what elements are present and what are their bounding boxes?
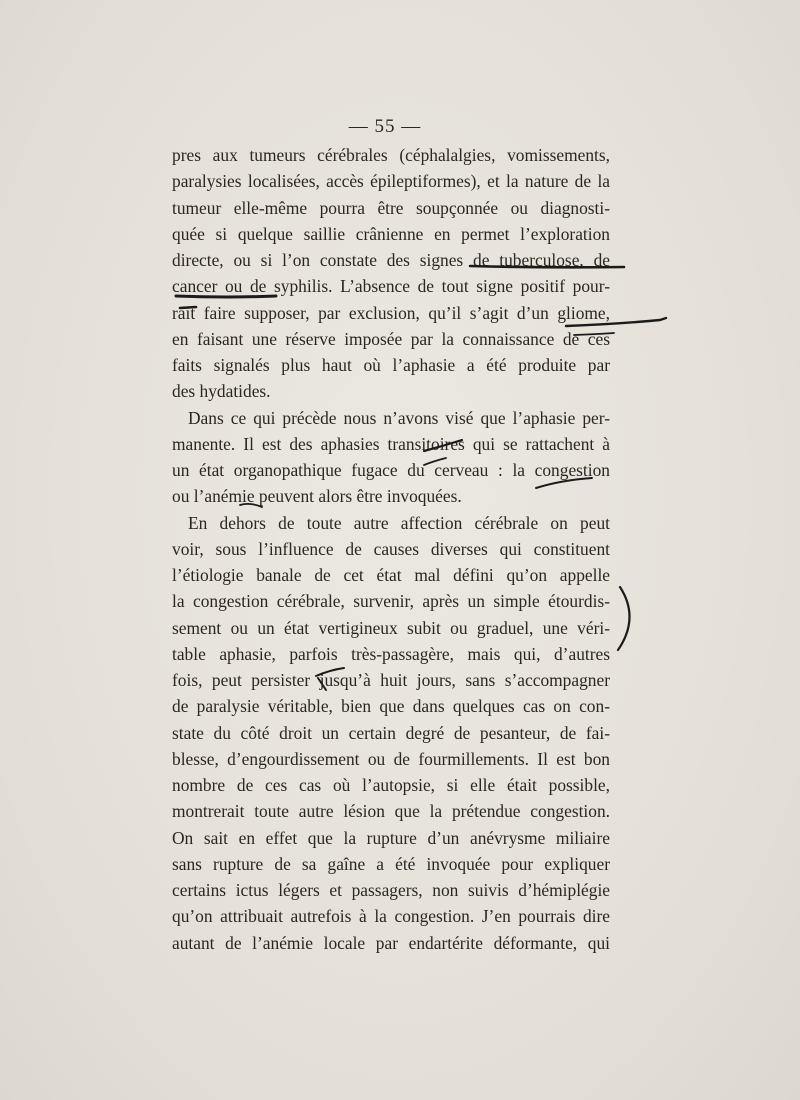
text-line: manente. Il est des aphasies transitoires qui se rattachent à bbox=[172, 433, 610, 454]
text-line: cancer ou de syphilis. L’absence de tout signe positif pour- bbox=[172, 276, 610, 297]
text-line: sans rupture de sa gaîne a été invoquée pour expliquer bbox=[172, 853, 610, 874]
text-line: Dans ce qui précède nous n’avons visé que l’aphasie per- bbox=[188, 407, 610, 428]
text-line: autant de l’anémie locale par endartérite déformante, qui bbox=[172, 932, 610, 953]
text-line: un état organopathique fugace du cerveau : la congestion bbox=[172, 460, 610, 480]
text-line: faits signalés plus haut où l’aphasie a été produite par bbox=[172, 355, 610, 375]
text-line: voir, sous l’influence de causes diverses qui constituent bbox=[172, 538, 610, 559]
text-line: table aphasie, parfois très-passagère, mais qui, d’autres bbox=[172, 643, 610, 664]
text-line: sement ou un état vertigineux subit ou graduel, une véri- bbox=[172, 617, 610, 638]
text-line: de paralysie véritable, bien que dans quelques cas on con- bbox=[172, 696, 610, 717]
text-line: la congestion cérébrale, survenir, après un simple étourdis- bbox=[172, 591, 610, 612]
text-line: En dehors de toute autre affection cérébrale on peut bbox=[188, 512, 610, 533]
text-line: tumeur elle-même pourra être soupçonnée ou diagnosti- bbox=[172, 197, 610, 218]
text-line: On sait en effet que la rupture d’un anévrysme miliaire bbox=[172, 827, 610, 848]
text-line: rait faire supposer, par exclusion, qu’il s’agit d’un gliome, bbox=[172, 302, 610, 323]
body-text bbox=[172, 142, 610, 956]
text-line: quée si quelque saillie crânienne en permet l’exploration bbox=[172, 223, 610, 244]
text-line: l’étiologie banale de cet état mal défini qu’on appelle bbox=[172, 565, 610, 585]
text-line: nombre de ces cas où l’autopsie, si elle était possible, bbox=[172, 775, 610, 795]
text-line: fois, peut persister jusqu’à huit jours, sans s’accompagner bbox=[172, 670, 610, 690]
text-line: ou l’anémie peuvent alors être invoquées. bbox=[172, 486, 462, 507]
text-line: state du côté droit un certain degré de pesanteur, de fai- bbox=[172, 722, 610, 743]
text-line: montrerait toute autre lésion que la prétendue congestion. bbox=[172, 801, 610, 822]
text-line: certains ictus légers et passagers, non suivis d’hémiplégie bbox=[172, 880, 610, 900]
text-line: pres aux tumeurs cérébrales (céphalalgies, vomissements, bbox=[172, 145, 610, 165]
margin-bracket-mark bbox=[618, 587, 630, 650]
text-line: qu’on attribuait autrefois à la congestion. J’en pourrais dire bbox=[172, 906, 610, 927]
text-line: en faisant une réserve imposée par la connaissance de ces bbox=[172, 328, 610, 349]
text-line: paralysies localisées, accès épileptiformes), et la nature de la bbox=[172, 171, 610, 192]
page-number: — 55 — bbox=[348, 116, 422, 137]
text-line: directe, ou si l’on constate des signes de tuberculose, de bbox=[172, 250, 610, 270]
text-line: blesse, d’engourdissement ou de fourmillements. Il est bon bbox=[172, 748, 610, 769]
text-line: des hydatides. bbox=[172, 381, 271, 402]
